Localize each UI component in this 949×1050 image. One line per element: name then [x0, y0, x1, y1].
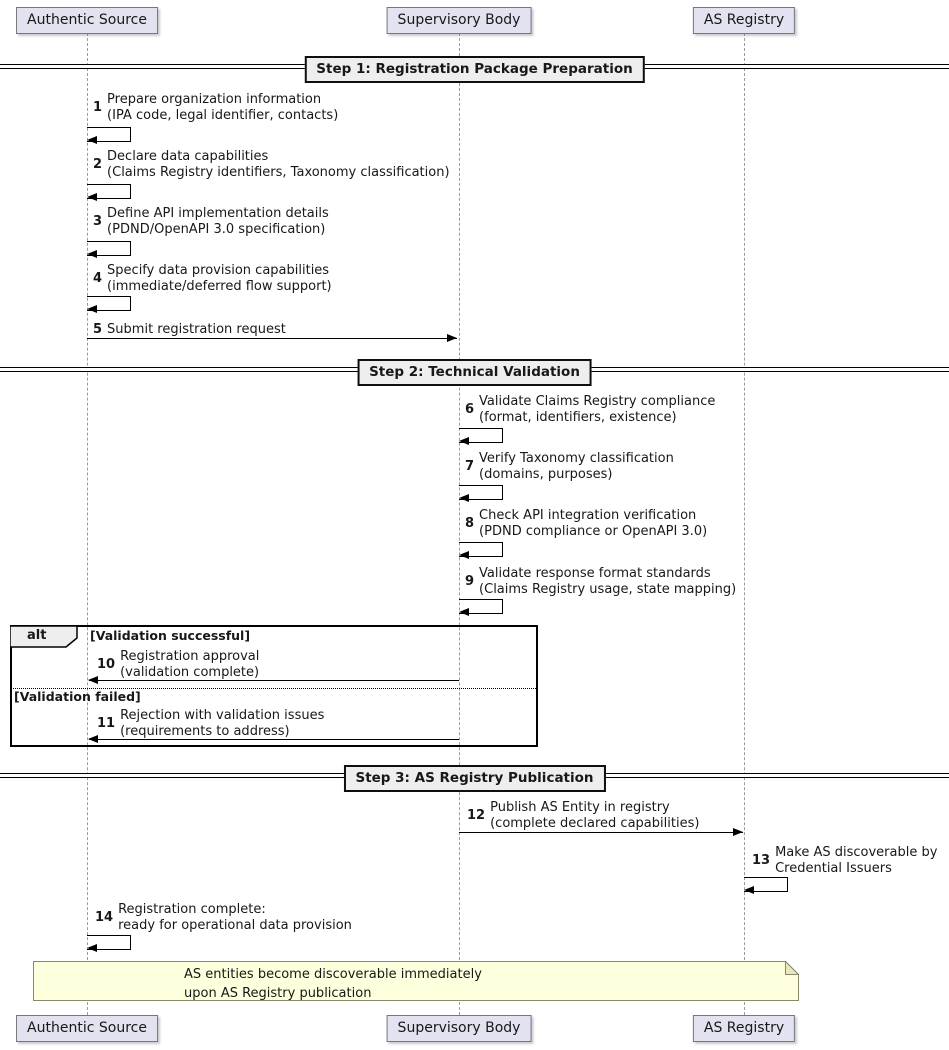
message-number: 14: [95, 909, 114, 925]
message-text: Submit registration request: [107, 322, 286, 337]
message-number: 11: [97, 715, 116, 731]
participant-supervisory-body-top: Supervisory Body: [387, 7, 532, 34]
alt-guard-failed: [Validation failed]: [14, 689, 141, 704]
alt-operator-label: alt: [27, 628, 47, 643]
message-number: 6: [465, 401, 475, 417]
arrow-head: [87, 136, 97, 144]
message-3: [93, 206, 329, 237]
arrow-head: [733, 828, 743, 836]
message-text: Validate Claims Registry compliance (format, identifiers, existence): [479, 394, 716, 425]
lifeline-authentic-source: [87, 33, 88, 1015]
message-11-arrow: [89, 739, 459, 740]
message-12: [467, 800, 699, 831]
message-number: 4: [93, 270, 103, 286]
arrow-head: [459, 608, 469, 616]
note-fold-icon: [786, 962, 799, 975]
participant-as-registry-bottom: AS Registry: [693, 1015, 795, 1042]
lifeline-supervisory-body: [459, 33, 460, 1015]
message-number: 7: [465, 458, 475, 474]
message-number: 13: [752, 852, 771, 868]
message-number: 3: [93, 213, 103, 229]
message-2: [93, 149, 450, 180]
message-number: 2: [93, 156, 103, 172]
message-text: Validate response format standards (Claims Registry usage, state mapping): [479, 566, 737, 597]
divider-step1-label: Step 1: Registration Package Preparation: [304, 56, 644, 83]
message-text: Verify Taxonomy classification (domains, purposes): [479, 451, 674, 482]
arrow-head: [87, 944, 97, 952]
arrow-head: [88, 735, 98, 743]
message-13: [752, 845, 937, 876]
message-number: 9: [465, 573, 475, 589]
message-6: [465, 394, 715, 425]
arrow-head: [87, 193, 97, 201]
participant-supervisory-body-bottom: Supervisory Body: [387, 1015, 532, 1042]
message-number: 10: [97, 656, 116, 672]
note-text: AS entities become discoverable immediately upon AS Registry publication: [184, 967, 482, 1001]
participant-as-registry-top: AS Registry: [693, 7, 795, 34]
arrow-head: [447, 334, 457, 342]
message-text: Registration complete: ready for operational data provision: [118, 902, 352, 933]
message-text: Make AS discoverable by Credential Issuers: [775, 845, 938, 876]
arrow-head: [459, 437, 469, 445]
message-number: 8: [465, 515, 475, 531]
message-9: [465, 566, 736, 597]
message-10: [97, 649, 259, 680]
arrow-head: [459, 551, 469, 559]
message-12-arrow: [459, 832, 743, 833]
participant-authentic-source-top: Authentic Source: [16, 7, 158, 34]
message-text: Publish AS Entity in registry (complete declared capabilities): [490, 800, 700, 831]
message-5: [93, 322, 286, 338]
message-14: [95, 902, 352, 933]
message-text: Define API implementation details (PDND/OpenAPI 3.0 specification): [107, 206, 329, 237]
message-10-arrow: [89, 680, 459, 681]
arrow-head: [459, 494, 469, 502]
message-1: [93, 92, 338, 123]
message-text: Declare data capabilities (Claims Registry identifiers, Taxonomy classification): [107, 149, 450, 180]
message-number: 5: [93, 322, 103, 337]
message-number: 1: [93, 99, 103, 115]
participant-authentic-source-bottom: Authentic Source: [16, 1015, 158, 1042]
arrow-head: [87, 250, 97, 258]
arrow-head: [88, 676, 98, 684]
message-text: Check API integration verification (PDND compliance or OpenAPI 3.0): [479, 508, 708, 539]
arrow-head: [87, 305, 97, 313]
message-text: Prepare organization information (IPA code, legal identifier, contacts): [107, 92, 339, 123]
message-7: [465, 451, 674, 482]
message-text: Registration approval (validation complete): [120, 649, 260, 680]
divider-step2-label: Step 2: Technical Validation: [357, 359, 592, 386]
divider-step3-label: Step 3: AS Registry Publication: [343, 765, 605, 792]
message-5-arrow: [87, 338, 457, 339]
message-4: [93, 263, 332, 294]
message-text: Specify data provision capabilities (immediate/deferred flow support): [107, 263, 332, 294]
lifeline-as-registry: [744, 33, 745, 1015]
message-text: Rejection with validation issues (requirements to address): [120, 708, 325, 739]
message-8: [465, 508, 707, 539]
alt-guard-success: [Validation successful]: [90, 628, 251, 643]
arrow-head: [744, 886, 754, 894]
message-number: 12: [467, 807, 486, 823]
message-11: [97, 708, 324, 739]
